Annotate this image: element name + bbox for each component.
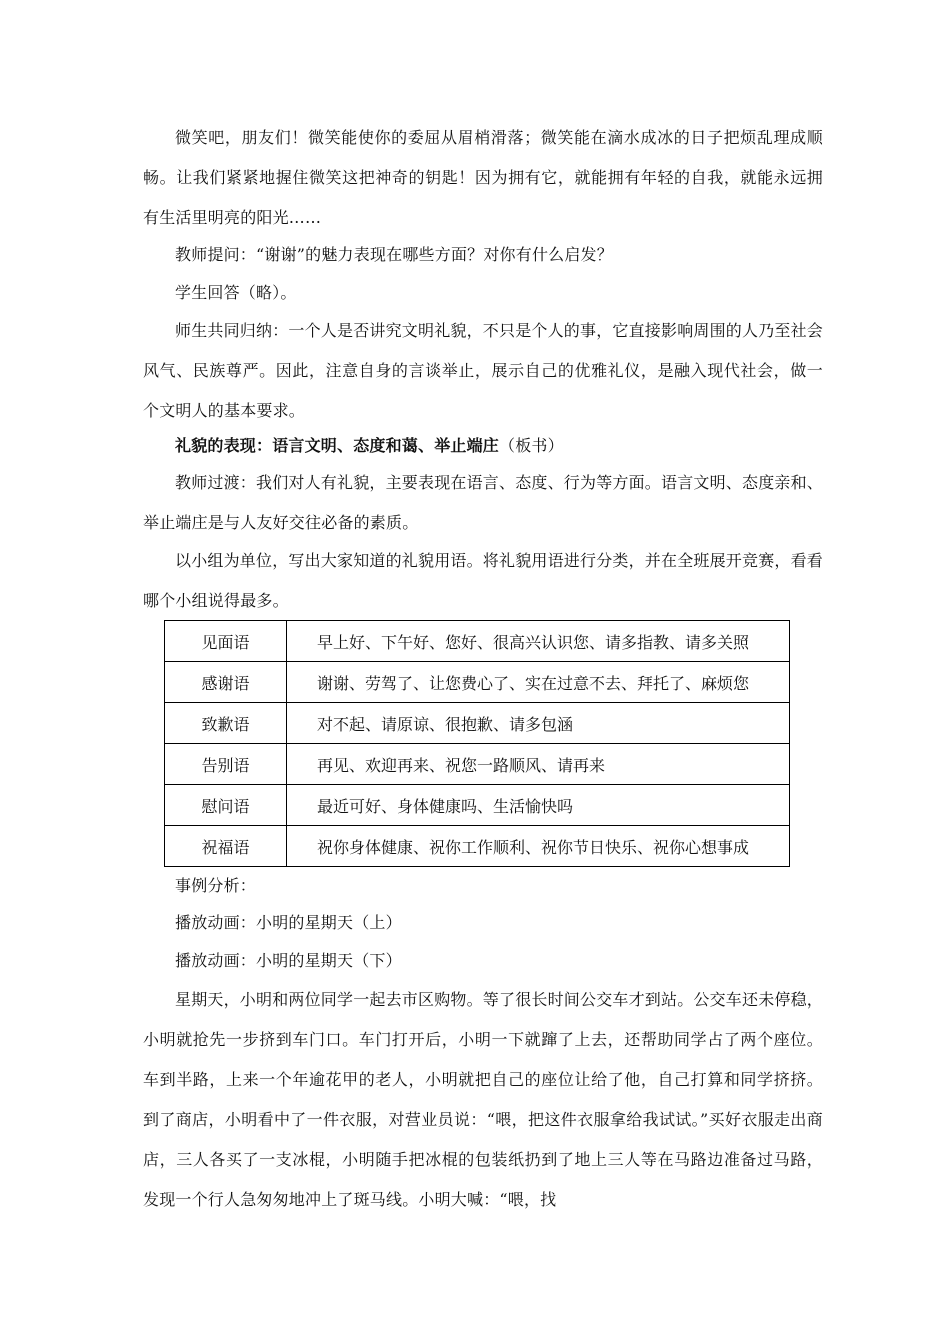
paragraph-teacher-transition: 教师过渡：我们对人有礼貌，主要表现在语言、态度、行为等方面。语言文明、态度亲和、举止端庄是与人友好交往必备的素质。: [143, 473, 824, 532]
paragraph-case-analysis: 事例分析：: [175, 876, 257, 895]
category-cell: 见面语: [165, 621, 287, 662]
table-row: [165, 826, 790, 867]
paragraph-story: 星期天，小明和两位同学一起去市区购物。等了很长时间公交车才到站。公交车还未停稳，小明就抢先一步挤到车门口。车门打开后，小明一下就蹿了上去，还帮助同学占了两个座位。车到半路，上来一个年逾花甲的老人，小明就把自己的座位让给了他，自己打算和同学挤挤。到了商店，小明看中了一件衣服，对营业员说：“喂，把这件衣服拿给我试试。”买好衣服走出商店，三人各买了一支冰棍，小明随手把冰棍的包装纸扔到了地上三人等在马路边准备过马路，发现一个行人急匆匆地冲上了斑马线。小明大喊：“喂，找: [143, 990, 824, 1209]
board-heading-bold: 礼貌的表现：语言文明、态度和蔼、举止端庄: [175, 436, 500, 455]
paragraph-animation-part2: 播放动画：小明的星期天（下）: [175, 951, 402, 970]
polite-phrases-table: [164, 620, 790, 867]
table-row: [165, 785, 790, 826]
paragraph-animation-part1: 播放动画：小明的星期天（上）: [175, 913, 402, 932]
phrases-cell: 谢谢、劳驾了、让您费心了、实在过意不去、拜托了、麻烦您: [287, 662, 790, 703]
paragraph-group-task: 以小组为单位，写出大家知道的礼貌用语。将礼貌用语进行分类，并在全班展开竞赛，看看哪个小组说得最多。: [143, 551, 824, 610]
table-row: [165, 621, 790, 662]
phrases-cell: 祝你身体健康、祝你工作顺利、祝你节日快乐、祝你心想事成: [287, 826, 790, 867]
table-row: [165, 703, 790, 744]
category-cell: 致歉语: [165, 703, 287, 744]
paragraph-summary: 师生共同归纳：一个人是否讲究文明礼貌，不只是个人的事，它直接影响周围的人乃至社会风气、民族尊严。因此，注意自身的言谈举止，展示自己的优雅礼仪，是融入现代社会，做一个文明人的基本要求。: [143, 321, 824, 420]
category-cell: 感谢语: [165, 662, 287, 703]
paragraph-student-answer: 学生回答（略）。: [175, 283, 297, 302]
paragraph-teacher-question: 教师提问：“谢谢”的魅力表现在哪些方面？对你有什么启发？: [175, 245, 613, 264]
paragraph-board-heading: [143, 426, 823, 466]
phrases-cell: 对不起、请原谅、很抱歉、请多包涵: [287, 703, 790, 744]
paragraph-smile: 微笑吧，朋友们！微笑能使你的委屈从眉梢滑落；微笑能在滴水成冰的日子把烦乱理成顺畅。让我们紧紧地握住微笑这把神奇的钥匙！因为拥有它，就能拥有年轻的自我，就能永远拥有生活里明亮的阳光……: [143, 128, 823, 227]
category-cell: 祝福语: [165, 826, 287, 867]
board-heading-note: （板书）: [499, 436, 564, 455]
category-cell: 慰问语: [165, 785, 287, 826]
phrases-cell: 再见、欢迎再来、祝您一路顺风、请再来: [287, 744, 790, 785]
category-cell: 告别语: [165, 744, 287, 785]
phrases-cell: 最近可好、身体健康吗、生活愉快吗: [287, 785, 790, 826]
table-row: [165, 744, 790, 785]
phrases-cell: 早上好、下午好、您好、很高兴认识您、请多指教、请多关照: [287, 621, 790, 662]
table-row: [165, 662, 790, 703]
